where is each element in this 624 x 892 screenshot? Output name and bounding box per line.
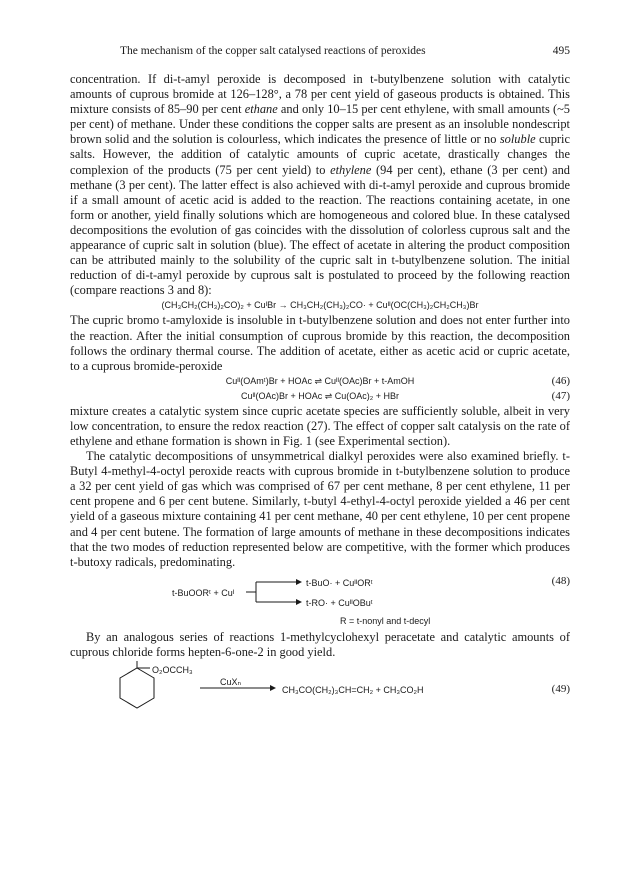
emphasis-ethylene: ethylene bbox=[330, 162, 372, 177]
paragraph-cupric-bromo: The cupric bromo t-amyloxide is insoluble in t-butylbenzene solution and does not enter further into the reaction. After the initial consumption of cuprous bromide by this reaction, the decomposition follows the ordinary thermal course. The addition of acetate, either as acetic acid or cupric acetate, to a cuprous bromide-peroxide bbox=[70, 313, 570, 373]
reaction-scheme-49 bbox=[70, 660, 570, 718]
equation-number: (48) bbox=[551, 574, 570, 587]
equation-text: Cuᴵᴵ(OAmᵗ)Br + HOAc ⇌ Cuᴵᴵ(OAc)Br + t-AmOH bbox=[225, 375, 415, 386]
equation-text: (CH₃CH₂(CH₃)₂CO)₂ + CuᴵBr → CH₃CH₂(CH₃)₂CO· + Cuᴵᴵ(OC(CH₃)₂CH₂CH₃)Br bbox=[161, 300, 479, 311]
emphasis-ethane: ethane bbox=[244, 102, 278, 117]
product-lower: t-RO· + CuᴵᴵOBuᵗ bbox=[306, 597, 373, 608]
equation-note: R = t-nonyl and t-decyl bbox=[340, 615, 431, 626]
products: CH₃CO(CH₂)₃CH=CH₂ + CH₃CO₂H bbox=[282, 685, 424, 695]
paragraph-methylcyclohexyl: By an analogous series of reactions 1-methylcyclohexyl peracetate and catalytic amounts of cuprous chloride forms hepten-6-one-2 in good yield. bbox=[70, 629, 570, 659]
equation-number: (46) bbox=[551, 374, 570, 387]
running-title: The mechanism of the copper salt catalysed reactions of peroxides bbox=[120, 45, 426, 57]
reaction-scheme-48 bbox=[70, 570, 570, 630]
equation-number: (47) bbox=[551, 389, 570, 402]
paragraph-unsymmetrical-peroxides: The catalytic decompositions of unsymmetrical dialkyl peroxides were also examined briefly. t-Butyl 4-methyl-4-octyl peroxide reacts with cuprous bromide in t-butylbenzene solution to produce a 32 per cent yield of gas which was comprised of 67 per cent methane, 8 per cent ethylene, 11 per cent propene and 6 per cent butene. Similarly, t-butyl 4-ethyl-4-octyl peroxide yielded a 46 per cent yield of a gaseous mixture containing 41 per cent methane, 40 per cent ethylene, 10 per cent propene and 4 per cent butene. The formation of large amounts of methane in these decompositions indicates that the two modes of reduction represented below are competitive, with the former which produces t-butoxy radicals, predominating. bbox=[70, 449, 570, 569]
equation-text: Cuᴵᴵ(OAc)Br + HOAc ⇌ Cu(OAc)₂ + HBr bbox=[240, 390, 400, 401]
equation-number: (49) bbox=[551, 683, 570, 695]
reactant: t-BuOORᵗ + Cuᴵ bbox=[172, 587, 235, 598]
text-run: cupric salts. However, the addition of catalytic amounts of cupric acetate, drastically changes the complexion of the products (75 per cent yield) to bbox=[70, 132, 570, 177]
article-body bbox=[70, 72, 570, 718]
product-upper: t-BuO· + CuᴵᴵORᵗ bbox=[306, 577, 373, 588]
reagent: CuXₙ bbox=[220, 677, 242, 687]
equation-47 bbox=[70, 389, 570, 404]
text-run: concentration. If di-t-amyl peroxide is decomposed in t-butylbenzene solution with catalytic amounts of cuprous bromide at 126–128°, a 78 per cent yield of gaseous products is obtained. This mixture consists of 85–90 per cent bbox=[70, 72, 570, 117]
emphasis-soluble: soluble bbox=[499, 132, 536, 147]
running-header bbox=[70, 45, 570, 61]
text-run: (94 per cent), ethane (3 per cent) and methane (3 per cent). The latter effect is also achieved with di-t-amyl peroxide and cuprous bromide if a small amount of acetic acid is added to the reaction. The reactions containing acetate, in one form or another, yield finally solutions which are homogeneous and colored blue. In these catalysed decompositions the evolution of gas coincides with the dissolution of colorless cuprous salt and the appearance of cupric salt in solution (blue). The effect of acetate in altering the product composition can be attributed mainly to the solubility of the cupric salt in t-butylbenzene solution. The initial reduction of di-t-amyl peroxide by cuprous salt is postulated to proceed by the following reaction (compare reactions 3 and 8): bbox=[70, 162, 570, 298]
page-number: 495 bbox=[552, 45, 570, 57]
text-run: and only 10–15 per cent ethylene, with small amounts (~5 per cent) of methane. Under these conditions the copper salts are present as an insoluble nondescript brown solid and the solution is colourless, which indicates the presence of little or no bbox=[70, 102, 570, 147]
paragraph-copper-acetate-effect bbox=[70, 72, 570, 298]
equation-46 bbox=[70, 374, 570, 389]
equation-peroxide-reduction bbox=[70, 298, 570, 313]
paragraph-catalytic-system: mixture creates a catalytic system since cupric acetate species are sufficiently soluble, albeit in very low concentration, to ensure the redox reaction (27). The effect of copper salt catalysis on the rate of ethylene and ethane formation is shown in Fig. 1 (see Experimental section). bbox=[70, 403, 570, 448]
substituent: O₂OCCH₃ bbox=[152, 665, 193, 675]
